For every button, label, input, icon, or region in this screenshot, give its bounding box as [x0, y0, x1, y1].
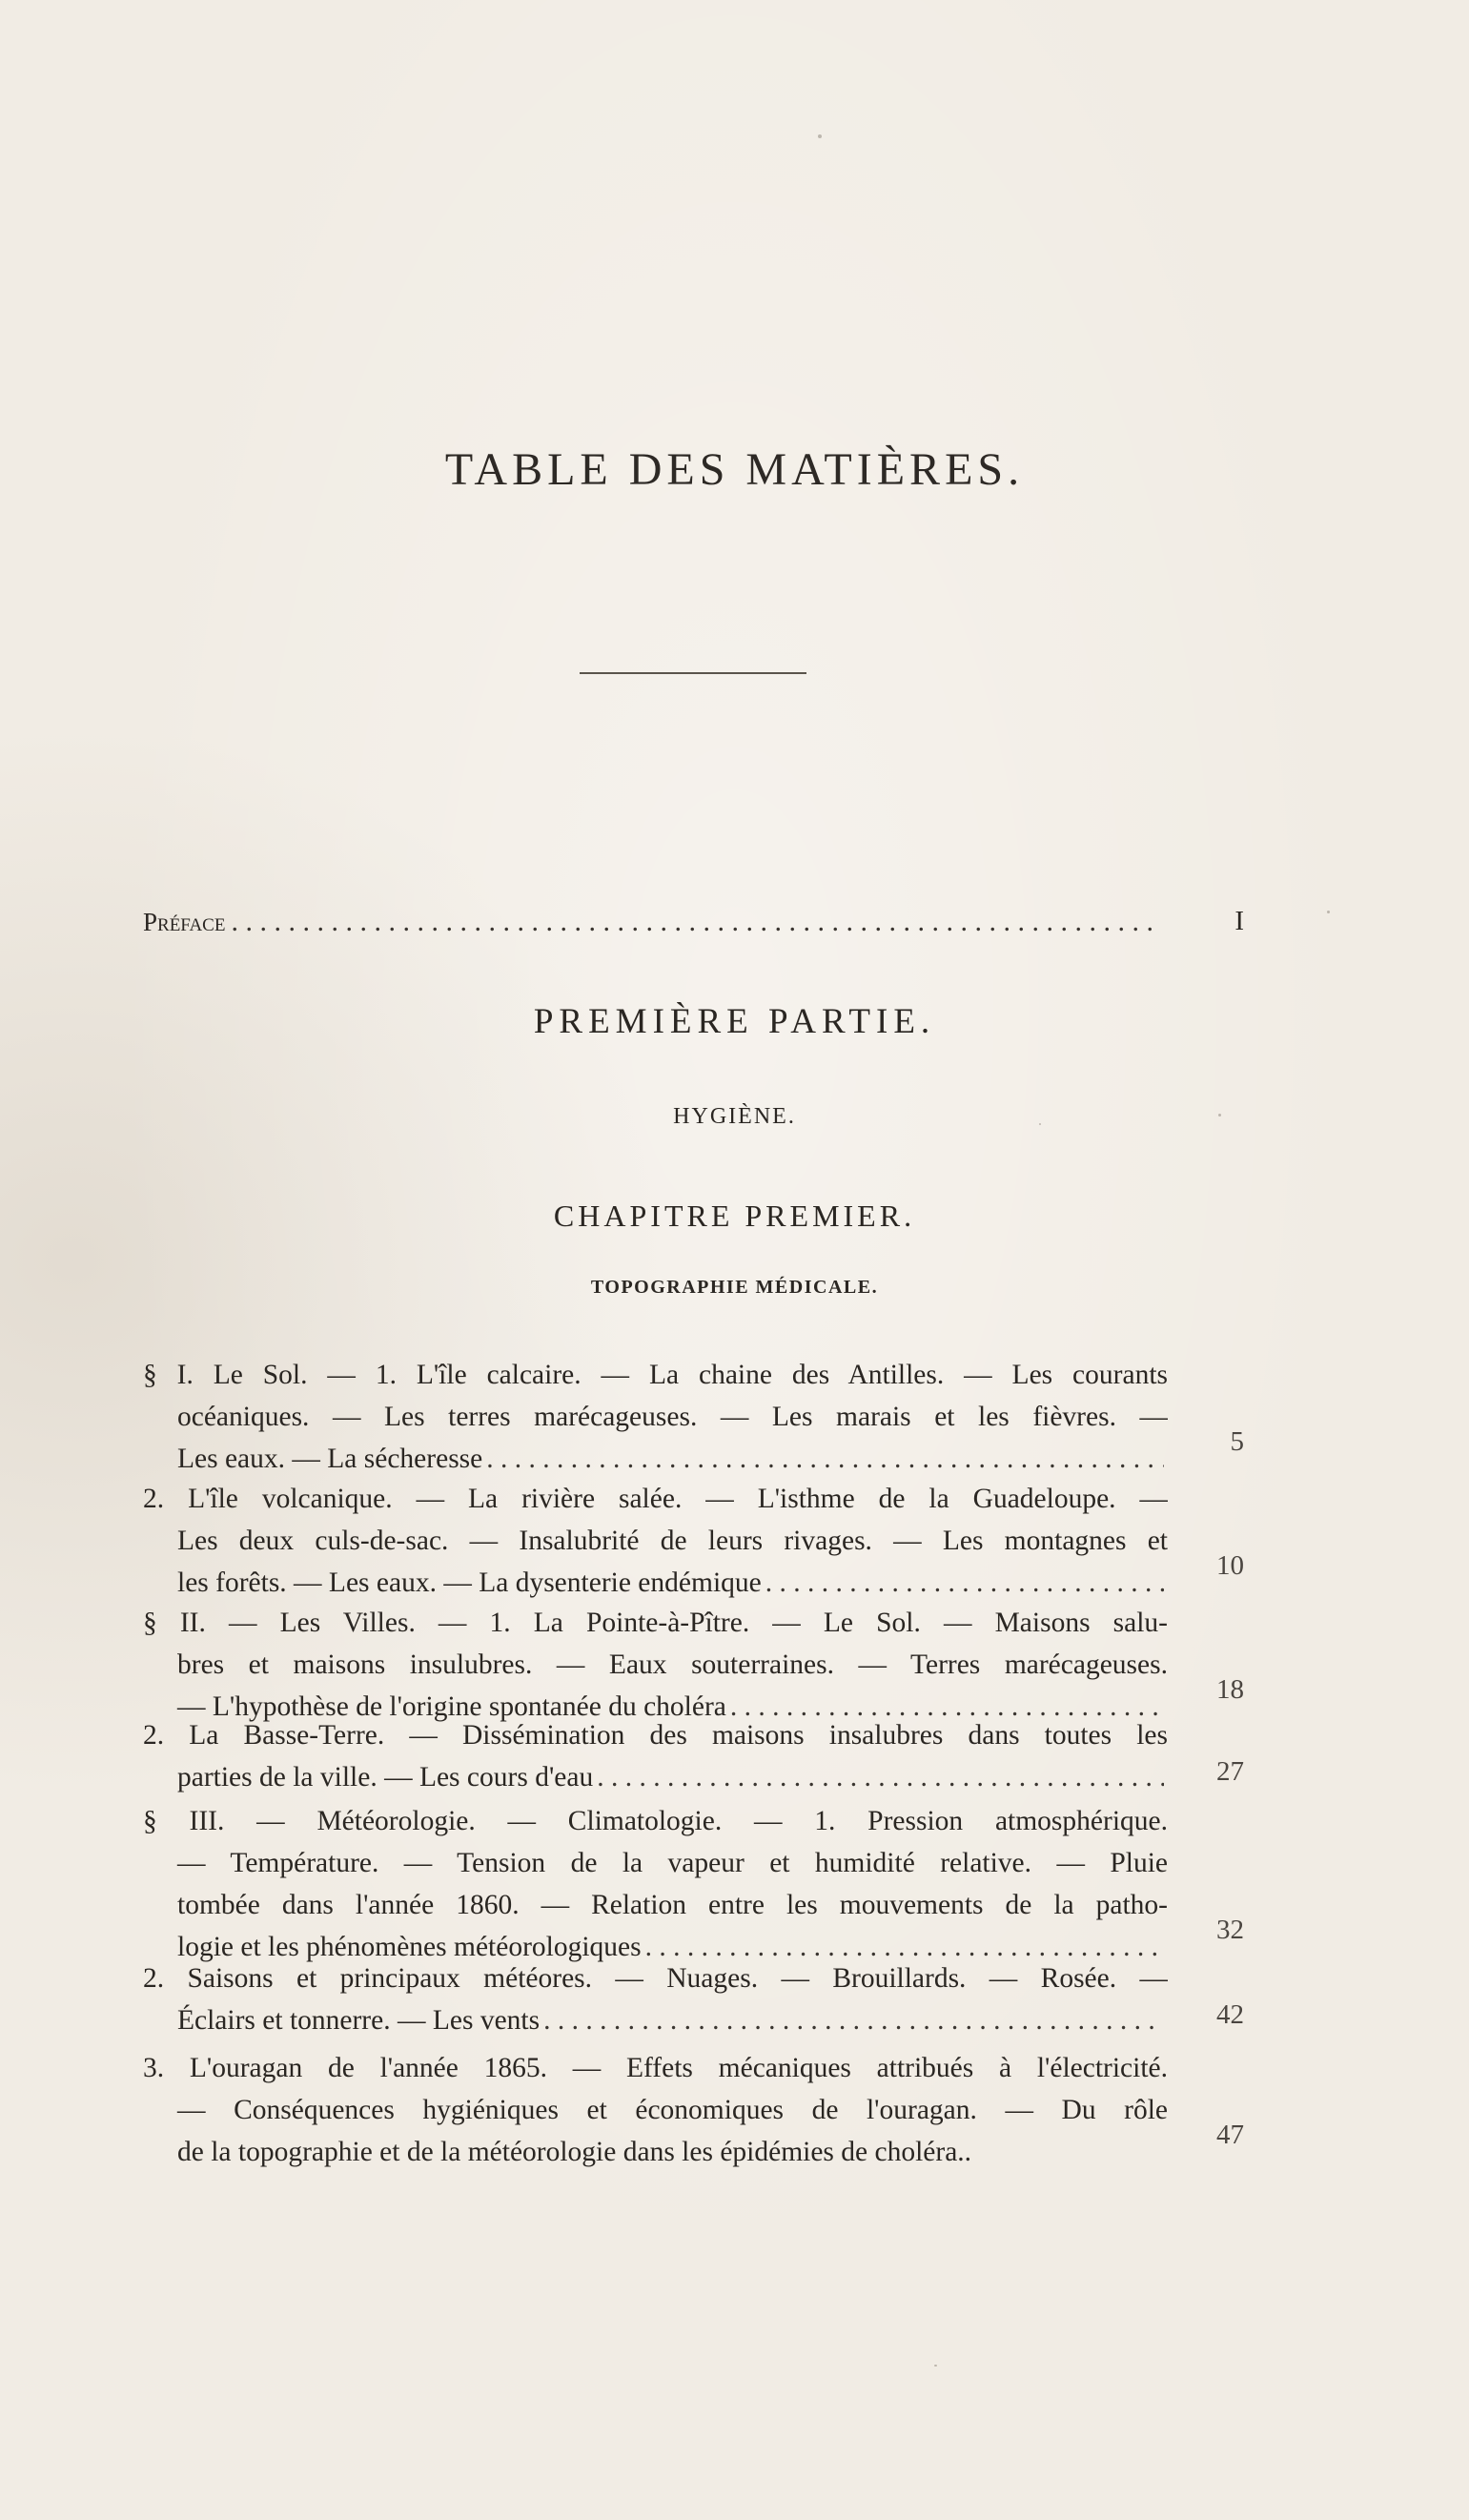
entry-line: 2. L'île volcanique. — La rivière salée. — L'isthme de la Guadeloupe. — — [143, 1484, 1168, 1514]
entry-page-number: 27 — [1216, 1756, 1244, 1787]
entry-line: § I. Le Sol. — 1. L'île calcaire. — La chaine des Antilles. — Les courants — [143, 1360, 1168, 1390]
dot-leader — [597, 1756, 1164, 1798]
entry-line-text: Les eaux. — La sécheresse — [177, 1444, 483, 1474]
entry-line: tombée dans l'année 1860. — Relation entre les mouvements de la patho- — [177, 1890, 1168, 1920]
paper-speck — [1039, 1123, 1041, 1125]
entry-line-last — [143, 1756, 1168, 1798]
title-rule — [580, 672, 806, 674]
entry-page-number: 42 — [1216, 1999, 1244, 2030]
entry-page-number: 32 — [1216, 1915, 1244, 1945]
toc-entry — [143, 2047, 1168, 2173]
entry-page-number: 18 — [1216, 1674, 1244, 1705]
entry-line-text: les forêts. — Les eaux. — La dysenterie endémique — [177, 1567, 762, 1598]
toc-entry — [143, 1957, 1168, 2041]
dot-leader — [486, 1438, 1164, 1480]
paper-speck — [818, 134, 822, 138]
dot-leader — [765, 1562, 1164, 1604]
entry-line: 2. Saisons et principaux météores. — Nuages. — Brouillards. — Rosée. — — [143, 1963, 1168, 1994]
entry-line: 2. La Basse-Terre. — Dissémination des maisons insalubres dans toutes les — [143, 1720, 1168, 1751]
chapter-title: CHAPITRE PREMIER. — [553, 1199, 916, 1233]
entry-line-text: parties de la ville. — Les cours d'eau — [177, 1762, 594, 1793]
dot-leader — [231, 906, 1162, 938]
paper-speck — [934, 2365, 937, 2366]
entry-line-text: — L'hypothèse de l'origine spontanée du choléra — [177, 1691, 726, 1722]
preface-page-number: I — [1234, 906, 1244, 936]
preface-label: Préface — [143, 908, 226, 936]
entry-line-text: Éclairs et tonnerre. — Les vents — [177, 2005, 541, 2036]
toc-entry — [143, 1354, 1168, 1480]
entry-line: 3. L'ouragan de l'année 1865. — Effets mécaniques attribués à l'électricité. — [143, 2053, 1168, 2083]
toc-entry — [143, 1714, 1168, 1798]
entry-line: — Température. — Tension de la vapeur et humidité relative. — Pluie — [177, 1848, 1168, 1878]
entry-line-last — [143, 1438, 1168, 1480]
entry-line: § II. — Les Villes. — 1. La Pointe-à-Pître. — Le Sol. — Maisons salu- — [143, 1608, 1168, 1638]
toc-entry — [143, 1478, 1168, 1604]
part-subtitle: HYGIÈNE. — [673, 1104, 796, 1129]
entry-line-last — [143, 1562, 1168, 1604]
dot-leader — [543, 1999, 1164, 2041]
entry-line-text: logie et les phénomènes météorologiques — [177, 1932, 642, 1962]
entry-line-last: de la topographie et de la météorologie dans les épidémies de choléra.. — [177, 2137, 972, 2167]
entry-page-number: 10 — [1216, 1550, 1244, 1581]
entry-line: § III. — Météorologie. — Climatologie. — 1. Pression atmosphérique. — [143, 1806, 1168, 1836]
entry-line: Les deux culs-de-sac. — Insalubrité de leurs rivages. — Les montagnes et — [177, 1526, 1168, 1556]
entry-line: — Conséquences hygiéniques et économiques de l'ouragan. — Du rôle — [177, 2095, 1168, 2125]
entry-line: bres et maisons insulubres. — Eaux souterraines. — Terres marécageuses. — [177, 1649, 1168, 1680]
entry-page-number: 5 — [1230, 1426, 1244, 1457]
part-title: PREMIÈRE PARTIE. — [533, 1002, 936, 1041]
paper-speck — [1327, 911, 1330, 913]
entry-line-last — [143, 1999, 1168, 2041]
toc-entry — [143, 1602, 1168, 1728]
entry-page-number: 47 — [1216, 2120, 1244, 2150]
paper-speck — [1218, 1114, 1221, 1117]
entry-line: océaniques. — Les terres marécageuses. — Les marais et les fièvres. — — [177, 1402, 1168, 1432]
page-title: TABLE DES MATIÈRES. — [444, 444, 1025, 495]
chapter-subtitle: TOPOGRAPHIE MÉDICALE. — [590, 1277, 879, 1298]
toc-preface — [143, 906, 1168, 938]
toc-entry — [143, 1800, 1168, 1968]
